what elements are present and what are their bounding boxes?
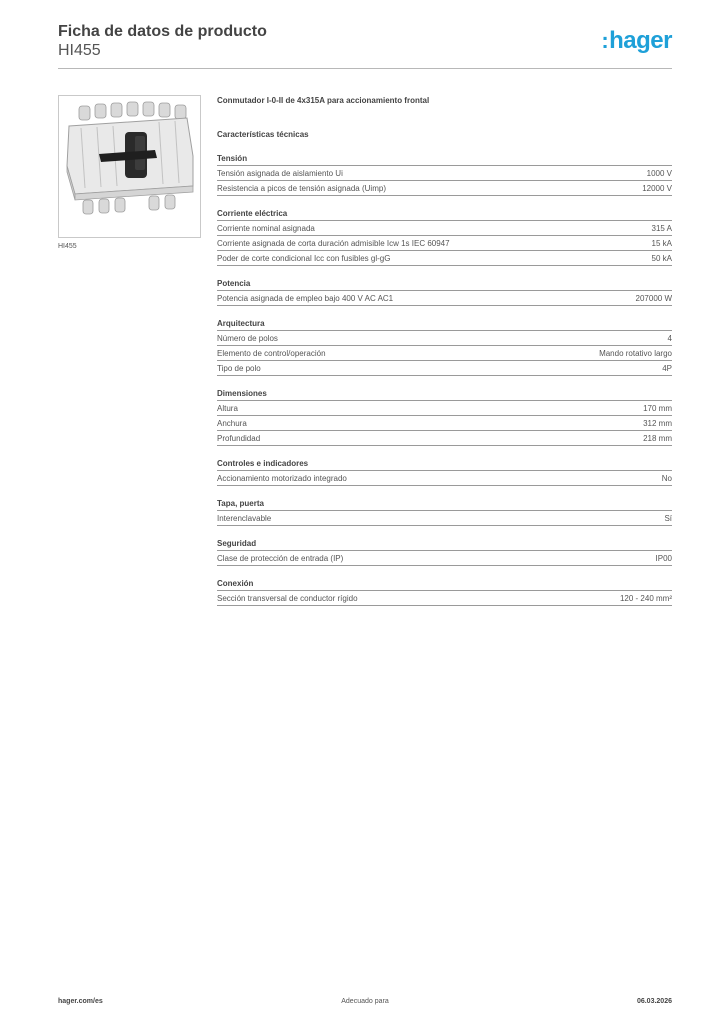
spec-value: Mando rotativo largo (599, 348, 672, 358)
spec-label: Accionamiento motorizado integrado (217, 473, 347, 483)
spec-label: Sección transversal de conductor rígido (217, 593, 358, 603)
spec-section (217, 538, 672, 566)
spec-section (217, 458, 672, 486)
spec-value: 207000 W (635, 293, 672, 303)
spec-value: 4 (667, 333, 672, 343)
logo-prefix: : (601, 28, 609, 53)
spec-value: 170 mm (643, 403, 672, 413)
logo-text: hager (609, 27, 672, 54)
spec-label: Poder de corte condicional Icc con fusibles gl-gG (217, 253, 391, 263)
spec-label: Tensión asignada de aislamiento Ui (217, 168, 343, 178)
spec-row (217, 180, 672, 196)
spec-label: Potencia asignada de empleo bajo 400 V AC AC1 (217, 293, 394, 303)
spec-value: 218 mm (643, 433, 672, 443)
product-description: Conmutador I-0-II de 4x315A para accionamiento frontal (217, 96, 430, 105)
spec-section (217, 208, 672, 266)
product-specs (217, 96, 672, 618)
header-divider (58, 68, 672, 69)
spec-row (217, 415, 672, 430)
spec-label: Profundidad (217, 433, 261, 443)
spec-row (217, 510, 672, 526)
spec-row (217, 430, 672, 446)
product-image (58, 95, 201, 238)
spec-value: 312 mm (643, 418, 672, 428)
spec-value: 15 kA (651, 238, 672, 248)
spec-label: Anchura (217, 418, 247, 428)
image-caption: HI455 (58, 243, 77, 250)
spec-label: Tipo de polo (217, 363, 261, 373)
spec-value: 120 - 240 mm² (619, 593, 672, 603)
footer-center-text: Adecuado para (341, 998, 389, 1005)
footer-website[interactable]: hager.com/es (58, 998, 103, 1005)
section-title: Tensión (217, 154, 248, 163)
spec-row (217, 400, 672, 415)
section-title: Arquitectura (217, 319, 265, 328)
section-title: Corriente eléctrica (217, 209, 288, 218)
spec-row (217, 345, 672, 360)
spec-label: Corriente nominal asignada (217, 223, 315, 233)
spec-section (217, 318, 672, 376)
spec-row (217, 470, 672, 486)
spec-label: Elemento de control/operación (217, 348, 326, 358)
spec-section (217, 498, 672, 526)
section-title: Tapa, puerta (217, 499, 264, 508)
specs-heading: Características técnicas (217, 130, 309, 139)
spec-value: 4P (662, 363, 672, 373)
section-title: Potencia (217, 279, 251, 288)
spec-label: Altura (217, 403, 238, 413)
section-title: Seguridad (217, 539, 257, 548)
spec-row (217, 360, 672, 376)
spec-row (217, 250, 672, 266)
spec-label: Interenclavable (217, 513, 272, 523)
spec-label: Número de polos (217, 333, 278, 343)
page-header (58, 22, 672, 60)
spec-section (217, 278, 672, 306)
hager-logo (601, 28, 672, 54)
spec-value: 50 kA (651, 253, 672, 263)
section-title: Dimensiones (217, 389, 267, 398)
spec-label: Corriente asignada de corta duración admisible Icw 1s IEC 60947 (217, 238, 450, 248)
spec-section (217, 578, 672, 606)
spec-sections (217, 153, 672, 606)
spec-value: 1000 V (646, 168, 672, 178)
spec-value: No (661, 473, 672, 483)
document-title: Ficha de datos de producto (58, 23, 267, 40)
spec-row (217, 590, 672, 606)
spec-label: Clase de protección de entrada (IP) (217, 553, 344, 563)
spec-row (217, 165, 672, 180)
spec-row (217, 290, 672, 306)
spec-value: Sí (664, 513, 672, 523)
spec-row (217, 235, 672, 250)
spec-label: Resistencia a picos de tensión asignada (Uimp) (217, 183, 386, 193)
switch-disconnector-icon (59, 96, 200, 237)
footer-date: 06.03.2026 (636, 998, 672, 1005)
spec-value: 315 A (651, 223, 672, 233)
spec-row (217, 330, 672, 345)
spec-section (217, 388, 672, 446)
spec-value: IP00 (655, 553, 672, 563)
section-title: Conexión (217, 579, 254, 588)
spec-section (217, 153, 672, 196)
spec-row (217, 550, 672, 566)
product-code: HI455 (58, 42, 101, 59)
page-footer (58, 998, 672, 1010)
spec-value: 12000 V (642, 183, 672, 193)
section-title: Controles e indicadores (217, 459, 309, 468)
spec-row (217, 220, 672, 235)
